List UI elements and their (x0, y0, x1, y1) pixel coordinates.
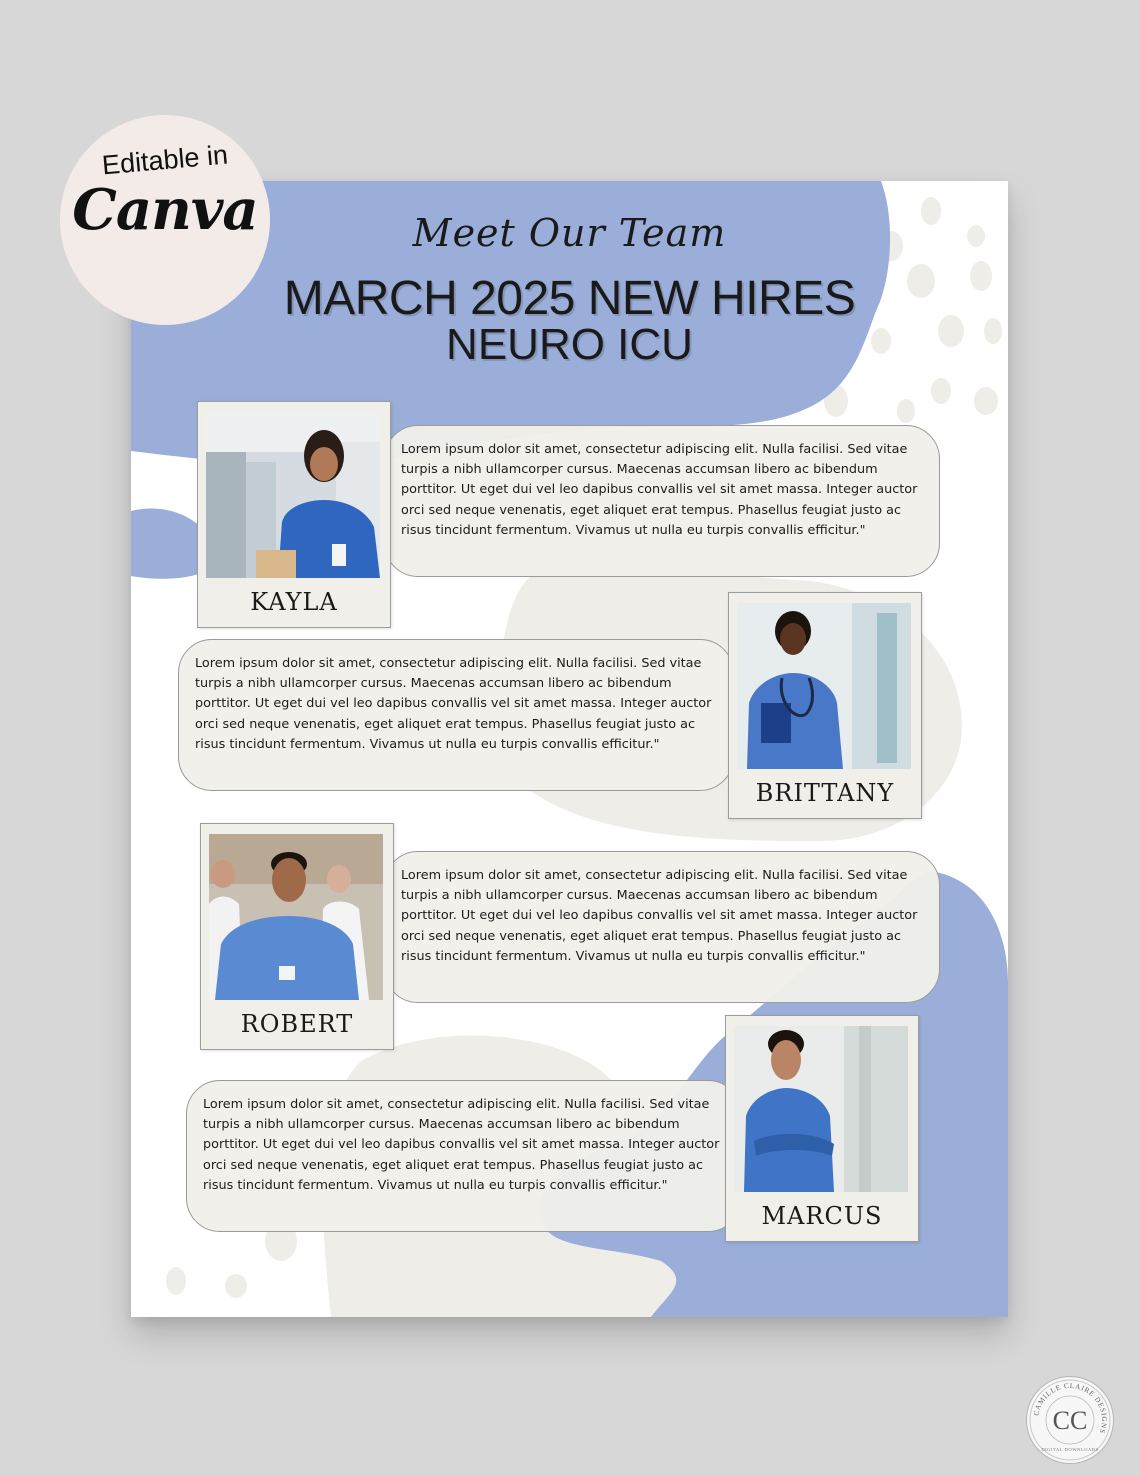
svg-text:CAMILLE CLAIRE DESIGNS: CAMILLE CLAIRE DESIGNS (1032, 1381, 1109, 1436)
photo-marcus (734, 1026, 908, 1192)
name-marcus: MARCUS (761, 1202, 883, 1230)
flyer-page (131, 181, 1008, 1317)
photo-robert (209, 834, 383, 1000)
canva-logo-text: Canva (72, 177, 258, 243)
bio-bubble-marcus: Lorem ipsum dolor sit amet, consectetur adipiscing elit. Nulla facilisi. Sed vitae turpis a nibh ullamcorper cursus. Maecenas accumsan libero ac bibendum porttitor. Ut eget dui vel leo dapibus convallis vel sit amet massa. Integer auctor orci sed neque venenatis, eget aliquet erat tempus. Phasellus feugiat justo ac risus tincidunt fermentum. Vivamus ut nulla eu turpis convallis efficitur." (186, 1080, 742, 1232)
script-heading: Meet Our Team (412, 211, 727, 255)
page-subtitle: NEURO ICU (446, 320, 693, 369)
svg-text:CC: CC (1052, 1406, 1088, 1435)
name-robert: ROBERT (240, 1010, 354, 1038)
page-title: MARCH 2025 NEW HIRES (283, 272, 856, 325)
photo-brittany (737, 603, 911, 769)
photo-card-brittany (728, 592, 922, 819)
badge-caption: Editable in (100, 139, 230, 181)
brand-logo (1026, 1376, 1114, 1464)
bio-bubble-brittany: Lorem ipsum dolor sit amet, consectetur adipiscing elit. Nulla facilisi. Sed vitae turpis a nibh ullamcorper cursus. Maecenas accumsan libero ac bibendum porttitor. Ut eget dui vel leo dapibus convallis vel sit amet massa. Integer auctor orci sed neque venenatis, eget aliquet erat tempus. Phasellus feugiat justo ac risus tincidunt fermentum. Vivamus ut nulla eu turpis convallis efficitur." (178, 639, 734, 791)
brand-seal-icon (1027, 1377, 1113, 1463)
photo-card-kayla (197, 401, 391, 628)
photo-card-robert (200, 823, 394, 1050)
svg-text:DIGITAL DOWNLOADS: DIGITAL DOWNLOADS (1041, 1447, 1099, 1452)
bio-bubble-kayla: Lorem ipsum dolor sit amet, consectetur adipiscing elit. Nulla facilisi. Sed vitae turpis a nibh ullamcorper cursus. Maecenas accumsan libero ac bibendum porttitor. Ut eget dui vel leo dapibus convallis vel sit amet massa. Integer auctor orci sed neque venenatis, eget aliquet erat tempus. Phasellus feugiat justo ac risus tincidunt fermentum. Vivamus ut nulla eu turpis convallis efficitur." (384, 425, 940, 577)
canva-badge (60, 115, 270, 325)
name-brittany: BRITTANY (755, 779, 895, 807)
photo-kayla (206, 412, 380, 578)
name-kayla: KAYLA (250, 588, 338, 616)
bio-bubble-robert: Lorem ipsum dolor sit amet, consectetur adipiscing elit. Nulla facilisi. Sed vitae turpis a nibh ullamcorper cursus. Maecenas accumsan libero ac bibendum porttitor. Ut eget dui vel leo dapibus convallis vel sit amet massa. Integer auctor orci sed neque venenatis, eget aliquet erat tempus. Phasellus feugiat justo ac risus tincidunt fermentum. Vivamus ut nulla eu turpis convallis efficitur." (384, 851, 940, 1003)
photo-card-marcus (725, 1015, 919, 1242)
